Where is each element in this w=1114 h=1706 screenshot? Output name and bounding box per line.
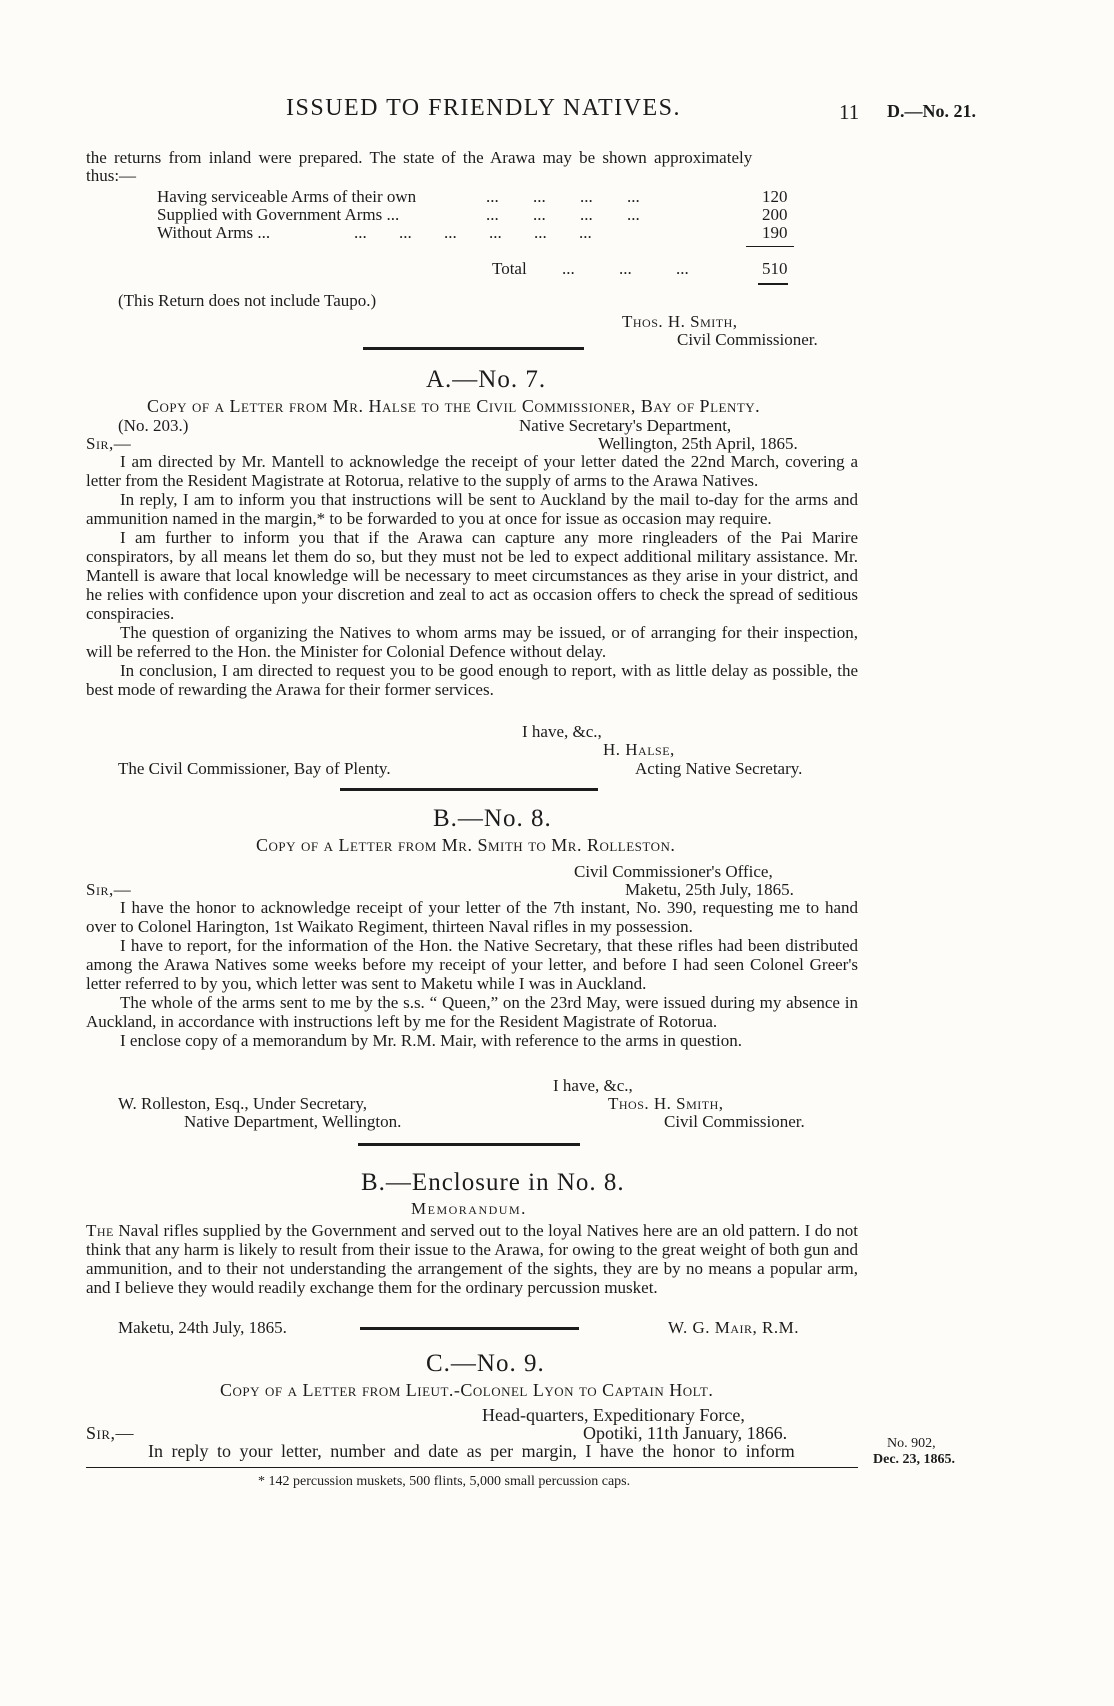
b8-paragraph: I have to report, for the information of the Hon. the Native Secretary, that these rifles had been distributed among the Arawa Natives some weeks before my receipt of your letter, and before I had seen Colonel Greer's letter referred to by you, which letter was sent to Maketu while I was in Auckland. — [86, 936, 858, 993]
c9-salutation: Sir,— — [86, 1423, 135, 1443]
a7-letter-body — [86, 452, 858, 699]
a7-copy-line — [147, 396, 760, 417]
b8-place-date: Maketu, 25th July, 1865. — [625, 880, 794, 899]
intro-line-1: the returns from inland were prepared. The state of the Arawa may be shown approximately — [86, 148, 753, 167]
enclosure-subheading: Memorandum. — [411, 1199, 527, 1218]
b8-letter-body — [86, 898, 858, 1050]
b8-copy-text: Copy of a Letter from Mr. Smith to Mr. Rolleston. — [256, 835, 676, 855]
a7-paragraph: In reply, I am to inform you that instructions will be sent to Auckland by the mail to-day for the arms and ammunition named in the margin,* to be forwarded to you at once for issue as occasion may require. — [86, 490, 858, 528]
footnote-rule — [86, 1467, 858, 1468]
a7-closing: I have, &c., — [522, 722, 602, 741]
table-row-leader: ... ... ... ... — [486, 187, 640, 206]
c9-text: In reply to your letter, number and date as per margin, I have the honor to inform — [148, 1441, 795, 1461]
c9-office: Head-quarters, Expeditionary Force, — [482, 1405, 745, 1425]
section-heading-c9: C.—No. 9. — [426, 1350, 545, 1377]
table-row-label: Without Arms ... — [157, 223, 271, 242]
footnote: * 142 percussion muskets, 500 flints, 5,000 small percussion caps. — [258, 1474, 631, 1489]
signature-title: Civil Commissioner. — [677, 330, 818, 349]
section-divider — [340, 788, 598, 791]
table-row-value: 120 — [762, 187, 788, 206]
c9-copy-text: Copy of a Letter from Lieut.-Colonel Lyon to Captain Holt. — [220, 1380, 714, 1400]
section-divider — [360, 1327, 579, 1330]
b8-office: Civil Commissioner's Office, — [574, 862, 773, 881]
section-heading-b8: B.—No. 8. — [433, 805, 552, 832]
running-head: ISSUED TO FRIENDLY NATIVES. — [286, 95, 682, 121]
page-number: 11 — [839, 100, 860, 124]
signature-name: Thos. H. Smith, — [622, 312, 738, 331]
enclosure-paragraph — [86, 1221, 858, 1297]
a7-paragraph: The question of organizing the Natives to whom arms may be issued, or of arranging for their inspection, will be referred to the Hon. the Minister for Colonial Defence without delay. — [86, 623, 858, 661]
a7-sender-title: Acting Native Secretary. — [635, 759, 803, 778]
enclosure-heading: B.—Enclosure in No. 8. — [361, 1169, 625, 1196]
b8-paragraph: I enclose copy of a memorandum by Mr. R.M. Mair, with reference to the arms in question. — [120, 1031, 743, 1050]
total-rule-top — [746, 246, 794, 247]
a7-paragraph: I am directed by Mr. Mantell to acknowledge the receipt of your letter dated the 22nd March, covering a letter from the Resident Magistrate at Rotorua, relative to the supply of arms to the Arawa Natives. — [86, 452, 858, 490]
a7-department: Native Secretary's Department, — [519, 416, 732, 435]
c9-copy-line — [220, 1380, 713, 1401]
enclosure-text: Naval rifles supplied by the Government and served out to the loyal Natives here are an old pattern. I do not think that any harm is likely to result from their issue to the Arawa, for owing to the great weight of both gun and ammunition, and to their not understanding the arrangement of the sights, they are by no means a popular arm, and I believe they would readily exchange them for the ordinary percussion musket. — [86, 1221, 858, 1297]
b8-copy-line — [256, 835, 675, 856]
intro-line-2: thus:— — [86, 166, 137, 185]
total-leader: ... ... ... — [562, 259, 689, 278]
b8-addressee-2: Native Department, Wellington. — [184, 1112, 402, 1131]
total-value: 510 — [762, 259, 788, 278]
a7-paragraph: I am further to inform you that if the Arawa can capture any more ringleaders of the Pai Marire conspirators, by all means let them do so, but they must not be led to expect additional military assistance. Mr. Mantell is aware that local knowledge will be necessary to meet circumstances as they arise in your district, and he relies with confidence upon your discretion and zeal to act as occasion offers to check the spread of seditious conspiracies. — [86, 528, 858, 623]
b8-addressee-1: W. Rolleston, Esq., Under Secretary, — [118, 1094, 367, 1113]
document-reference: D.—No. 21. — [887, 101, 976, 121]
c9-place-date: Opotiki, 11th January, 1866. — [583, 1423, 788, 1443]
return-note: (This Return does not include Taupo.) — [118, 291, 377, 310]
table-row-leader: ... ... ... ... — [486, 205, 640, 224]
table-row-leader: ... ... ... ... ... ... — [354, 223, 592, 242]
b8-sender-title: Civil Commissioner. — [664, 1112, 805, 1131]
b8-paragraph: The whole of the arms sent to me by the s.s. “ Queen,” on the 23rd May, were issued during my absence in Auckland, in accordance with instructions left by me for the Resident Magistrate of Rotorua. — [86, 993, 858, 1031]
section-divider — [363, 347, 584, 350]
a7-salutation: Sir,— — [86, 434, 132, 453]
a7-paragraph: In conclusion, I am directed to request you to be good enough to report, with as little delay as possible, the best mode of rewarding the Arawa for their former services. — [86, 661, 858, 699]
b8-closing: I have, &c., — [553, 1076, 633, 1095]
margin-note-date: Dec. 23, 1865. — [873, 1452, 956, 1467]
section-divider — [358, 1143, 580, 1146]
total-rule-bottom — [758, 283, 788, 285]
total-label: Total — [492, 259, 527, 278]
a7-place-date: Wellington, 25th April, 1865. — [598, 434, 798, 453]
a7-number: (No. 203.) — [118, 416, 189, 435]
table-row-value: 190 — [762, 223, 788, 242]
b8-sender: Thos. H. Smith, — [608, 1094, 724, 1113]
a7-copy-text: Copy of a Letter from Mr. Halse to the Civil Commissioner, Bay of Plenty. — [147, 396, 761, 416]
table-row-label: Having serviceable Arms of their own — [157, 187, 417, 206]
b8-paragraph: I have the honor to acknowledge receipt of your letter of the 7th instant, No. 390, requesting me to hand over to Colonel Harington, 1st Waikato Regiment, thirteen Naval rifles in my possession. — [86, 898, 858, 936]
margin-note-number: No. 902, — [887, 1436, 936, 1451]
enclosure-signature: W. G. Mair, R.M. — [668, 1318, 799, 1337]
section-heading-a7: A.—No. 7. — [426, 366, 547, 393]
a7-addressee: The Civil Commissioner, Bay of Plenty. — [118, 759, 391, 778]
enclosure-first-word: The — [86, 1221, 114, 1240]
a7-sender: H. Halse, — [603, 740, 675, 759]
table-row-value: 200 — [762, 205, 788, 224]
table-row-label: Supplied with Government Arms ... — [157, 205, 400, 224]
enclosure-place-date: Maketu, 24th July, 1865. — [118, 1318, 287, 1337]
enclosure-body — [86, 1221, 858, 1297]
b8-salutation: Sir,— — [86, 880, 132, 899]
